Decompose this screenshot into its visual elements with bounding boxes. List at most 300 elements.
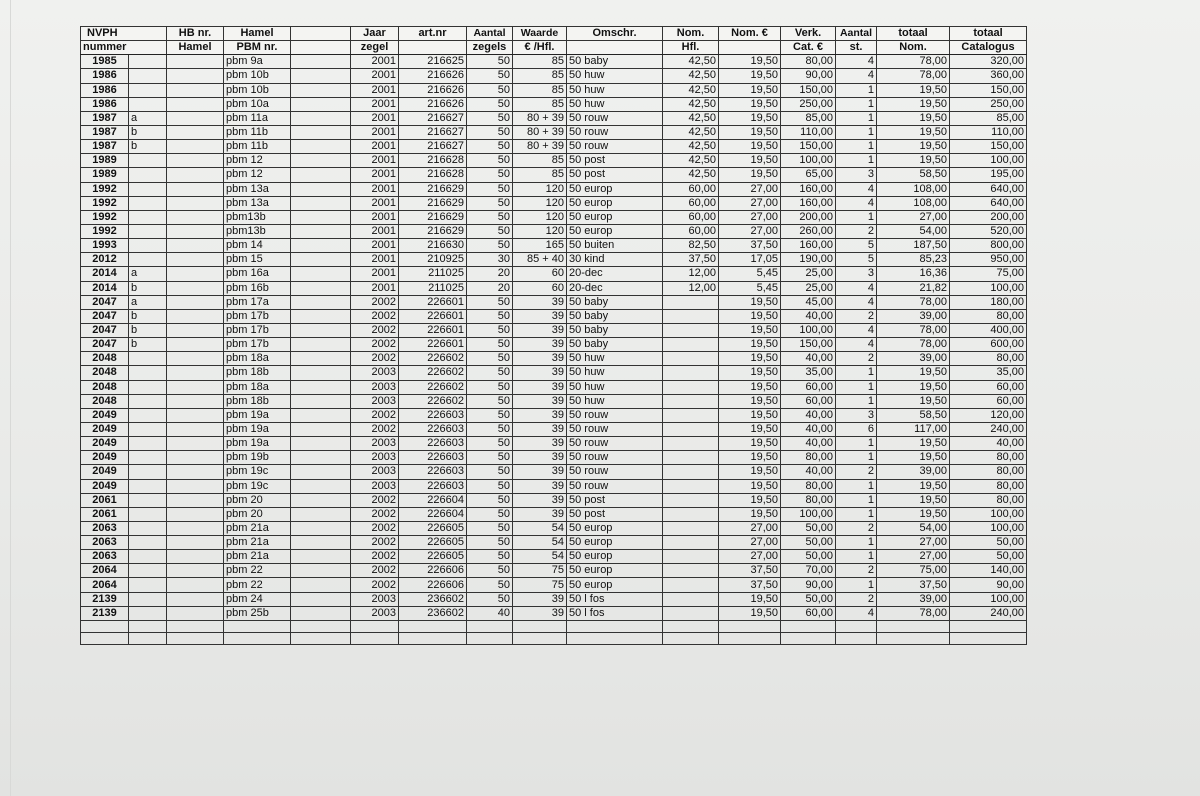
cell-pbm: pbm 17b: [224, 338, 291, 352]
cell-blank: [291, 606, 351, 620]
cell-totaal-cat: 100,00: [950, 521, 1027, 535]
cell-totaal-nom: 19,50: [877, 507, 950, 521]
cell-aantal-zegels: 50: [467, 323, 513, 337]
cell-hb: [167, 309, 224, 323]
table-row: [81, 564, 1027, 578]
cell-nom-hfl: 42,50: [663, 154, 719, 168]
cell-omschr: 50 europ: [567, 182, 663, 196]
cell-nom-eur: [719, 620, 781, 632]
cell-waarde: 39: [513, 408, 567, 422]
cell-pbm: pbm 9a: [224, 55, 291, 69]
cell-jaar: 2001: [351, 125, 399, 139]
cell-nvph: 2061: [81, 493, 129, 507]
cell-nom-eur: 19,50: [719, 97, 781, 111]
cell-nvph: 1993: [81, 239, 129, 253]
cell-totaal-cat: 90,00: [950, 578, 1027, 592]
header-nom-eur-2: [719, 41, 781, 55]
cell-hb: [167, 606, 224, 620]
cell-omschr: 50 baby: [567, 55, 663, 69]
cell-artnr: 226601: [399, 323, 467, 337]
cell-blank: [291, 507, 351, 521]
cell-nom-hfl: [663, 380, 719, 394]
cell-nvph: 1992: [81, 224, 129, 238]
cell-totaal-nom: 27,00: [877, 210, 950, 224]
cell-totaal-cat: 240,00: [950, 422, 1027, 436]
cell-pbm: pbm 16a: [224, 267, 291, 281]
cell-waarde: 39: [513, 309, 567, 323]
cell-waarde: 85 + 40: [513, 253, 567, 267]
cell-nom-hfl: [663, 493, 719, 507]
cell-nom-eur: 27,00: [719, 182, 781, 196]
header-art: art.nr: [399, 27, 467, 41]
cell-verk-cat: 45,00: [781, 295, 836, 309]
cell-suffix: [129, 224, 167, 238]
cell-aantal-zegels: 50: [467, 465, 513, 479]
cell-nom-eur: [719, 632, 781, 644]
cell-omschr: 50 huw: [567, 69, 663, 83]
cell-artnr: 226602: [399, 366, 467, 380]
cell-omschr: 50 rouw: [567, 111, 663, 125]
cell-aantal-zegels: 50: [467, 55, 513, 69]
cell-omschr: 20-dec: [567, 281, 663, 295]
cell-waarde: 120: [513, 210, 567, 224]
cell-jaar: 2003: [351, 394, 399, 408]
cell-blank: [291, 493, 351, 507]
table-row: [81, 224, 1027, 238]
cell-suffix: [129, 154, 167, 168]
cell-hb: [167, 97, 224, 111]
cell-omschr: 50 rouw: [567, 479, 663, 493]
cell-pbm: pbm 19a: [224, 422, 291, 436]
cell-totaal-cat: 35,00: [950, 366, 1027, 380]
cell-aantal-zegels: 50: [467, 408, 513, 422]
cell-jaar: 2003: [351, 366, 399, 380]
cell-pbm: pbm 21a: [224, 536, 291, 550]
cell-waarde: 85: [513, 154, 567, 168]
cell-jaar: 2003: [351, 465, 399, 479]
cell-artnr: 226605: [399, 521, 467, 535]
table-row: [81, 550, 1027, 564]
cell-artnr: 216628: [399, 168, 467, 182]
cell-waarde: 60: [513, 267, 567, 281]
cell-verk-cat: 60,00: [781, 606, 836, 620]
cell-hb: [167, 55, 224, 69]
cell-hb: [167, 620, 224, 632]
cell-verk-cat: 60,00: [781, 380, 836, 394]
cell-waarde: 54: [513, 550, 567, 564]
cell-artnr: 216629: [399, 182, 467, 196]
table-row: [81, 182, 1027, 196]
cell-nom-eur: 19,50: [719, 437, 781, 451]
cell-nom-hfl: [663, 632, 719, 644]
cell-jaar: 2003: [351, 437, 399, 451]
cell-omschr: 50 huw: [567, 83, 663, 97]
cell-nom-eur: 19,50: [719, 408, 781, 422]
cell-artnr: 226604: [399, 507, 467, 521]
cell-totaal-cat: [950, 620, 1027, 632]
cell-hb: [167, 352, 224, 366]
cell-verk-cat: 40,00: [781, 437, 836, 451]
cell-waarde: 120: [513, 224, 567, 238]
cell-hb: [167, 267, 224, 281]
cell-suffix: [129, 521, 167, 535]
header-totaal-nom: totaal: [877, 27, 950, 41]
cell-nom-hfl: 82,50: [663, 239, 719, 253]
cell-totaal-nom: 78,00: [877, 338, 950, 352]
cell-nvph: 2048: [81, 394, 129, 408]
cell-verk-cat: 100,00: [781, 154, 836, 168]
cell-aantal-zegels: 50: [467, 239, 513, 253]
cell-totaal-cat: 80,00: [950, 352, 1027, 366]
cell-blank: [291, 366, 351, 380]
cell-pbm: pbm 11b: [224, 140, 291, 154]
cell-hb: [167, 111, 224, 125]
cell-pbm: [224, 620, 291, 632]
cell-omschr: 50 l fos: [567, 592, 663, 606]
cell-jaar: 2001: [351, 182, 399, 196]
cell-blank: [291, 338, 351, 352]
cell-omschr: 50 europ: [567, 210, 663, 224]
cell-omschr: 50 huw: [567, 352, 663, 366]
cell-artnr: 226601: [399, 338, 467, 352]
cell-omschr: 50 europ: [567, 564, 663, 578]
cell-verk-cat: 110,00: [781, 125, 836, 139]
cell-verk-cat: 65,00: [781, 168, 836, 182]
cell-artnr: 226605: [399, 536, 467, 550]
cell-artnr: 226601: [399, 295, 467, 309]
cell-hb: [167, 536, 224, 550]
cell-nvph: 2139: [81, 592, 129, 606]
cell-nvph: 2064: [81, 578, 129, 592]
cell-omschr: 50 huw: [567, 366, 663, 380]
cell-artnr: 226602: [399, 394, 467, 408]
cell-jaar: 2002: [351, 408, 399, 422]
cell-aantal-st: 1: [836, 140, 877, 154]
cell-artnr: 226602: [399, 352, 467, 366]
cell-nvph: [81, 620, 129, 632]
cell-nvph: [81, 632, 129, 644]
cell-verk-cat: 260,00: [781, 224, 836, 238]
cell-hb: [167, 210, 224, 224]
cell-aantal-st: 1: [836, 451, 877, 465]
table-row: [81, 168, 1027, 182]
cell-nom-eur: 19,50: [719, 83, 781, 97]
cell-nvph: 2063: [81, 550, 129, 564]
cell-totaal-cat: 240,00: [950, 606, 1027, 620]
cell-nom-hfl: [663, 352, 719, 366]
table-row: [81, 521, 1027, 535]
cell-aantal-st: 3: [836, 408, 877, 422]
cell-nom-hfl: 42,50: [663, 111, 719, 125]
cell-blank: [291, 309, 351, 323]
cell-totaal-nom: 19,50: [877, 97, 950, 111]
cell-jaar: 2002: [351, 578, 399, 592]
header-zegel: zegel: [351, 41, 399, 55]
cell-pbm: pbm 12: [224, 168, 291, 182]
cell-verk-cat: 80,00: [781, 479, 836, 493]
cell-nom-hfl: 42,50: [663, 69, 719, 83]
cell-omschr: 50 europ: [567, 196, 663, 210]
header-eur-hfl: € /Hfl.: [513, 41, 567, 55]
cell-pbm: pbm 18a: [224, 380, 291, 394]
cell-pbm: pbm 20: [224, 493, 291, 507]
cell-suffix: [129, 352, 167, 366]
cell-blank: [291, 168, 351, 182]
table-row: [81, 422, 1027, 436]
cell-aantal-st: 1: [836, 437, 877, 451]
cell-suffix: [129, 69, 167, 83]
cell-blank: [291, 451, 351, 465]
cell-nom-hfl: [663, 550, 719, 564]
cell-totaal-cat: 60,00: [950, 380, 1027, 394]
cell-aantal-st: 4: [836, 55, 877, 69]
cell-suffix: a: [129, 111, 167, 125]
cell-artnr: 216627: [399, 125, 467, 139]
cell-pbm: pbm 15: [224, 253, 291, 267]
cell-suffix: [129, 550, 167, 564]
cell-artnr: 216626: [399, 83, 467, 97]
cell-totaal-nom: [877, 632, 950, 644]
cell-pbm: pbm 19a: [224, 437, 291, 451]
cell-omschr: 50 rouw: [567, 125, 663, 139]
header-nom-hfl: Nom.: [663, 27, 719, 41]
cell-aantal-st: 2: [836, 224, 877, 238]
cell-aantal-zegels: 50: [467, 154, 513, 168]
cell-aantal-zegels: 50: [467, 451, 513, 465]
cell-blank: [291, 437, 351, 451]
cell-verk-cat: 80,00: [781, 55, 836, 69]
cell-jaar: [351, 620, 399, 632]
cell-waarde: [513, 632, 567, 644]
cell-aantal-zegels: 20: [467, 267, 513, 281]
cell-artnr: 226603: [399, 451, 467, 465]
table-row: [81, 408, 1027, 422]
cell-nom-hfl: [663, 338, 719, 352]
cell-blank: [291, 295, 351, 309]
table-row: [81, 606, 1027, 620]
cell-verk-cat: 50,00: [781, 592, 836, 606]
cell-pbm: [224, 632, 291, 644]
cell-nom-hfl: [663, 422, 719, 436]
cell-aantal-st: 6: [836, 422, 877, 436]
cell-nom-eur: 19,50: [719, 380, 781, 394]
cell-nom-hfl: [663, 620, 719, 632]
table-row: [81, 210, 1027, 224]
cell-aantal-zegels: 50: [467, 309, 513, 323]
cell-waarde: 39: [513, 507, 567, 521]
cell-hb: [167, 239, 224, 253]
cell-nom-hfl: 42,50: [663, 55, 719, 69]
cell-nom-hfl: [663, 536, 719, 550]
cell-artnr: 216630: [399, 239, 467, 253]
cell-nvph: 2049: [81, 408, 129, 422]
cell-jaar: 2002: [351, 422, 399, 436]
cell-hb: [167, 196, 224, 210]
cell-verk-cat: 90,00: [781, 69, 836, 83]
cell-nom-eur: 19,50: [719, 592, 781, 606]
cell-totaal-cat: 80,00: [950, 451, 1027, 465]
cell-waarde: [513, 620, 567, 632]
cell-jaar: 2002: [351, 550, 399, 564]
cell-blank: [291, 253, 351, 267]
cell-artnr: 226605: [399, 550, 467, 564]
cell-nom-hfl: 60,00: [663, 224, 719, 238]
stamp-inventory-table: [80, 26, 1027, 645]
cell-waarde: 39: [513, 352, 567, 366]
header-nummer: nummer: [81, 41, 167, 55]
cell-pbm: pbm 22: [224, 578, 291, 592]
cell-suffix: [129, 606, 167, 620]
cell-jaar: 2003: [351, 606, 399, 620]
cell-verk-cat: 40,00: [781, 465, 836, 479]
cell-hb: [167, 338, 224, 352]
cell-aantal-st: 1: [836, 550, 877, 564]
cell-nvph: 1986: [81, 83, 129, 97]
cell-aantal-st: 1: [836, 366, 877, 380]
cell-aantal-st: 1: [836, 111, 877, 125]
cell-verk-cat: 25,00: [781, 267, 836, 281]
cell-artnr: 210925: [399, 253, 467, 267]
cell-omschr: 50 rouw: [567, 465, 663, 479]
cell-nom-hfl: [663, 295, 719, 309]
cell-aantal-st: 1: [836, 507, 877, 521]
cell-aantal-st: 4: [836, 338, 877, 352]
table-row: [81, 97, 1027, 111]
cell-blank: [291, 111, 351, 125]
cell-verk-cat: 150,00: [781, 83, 836, 97]
cell-jaar: 2001: [351, 267, 399, 281]
cell-waarde: 165: [513, 239, 567, 253]
table-row: [81, 451, 1027, 465]
cell-aantal-zegels: 50: [467, 125, 513, 139]
cell-pbm: pbm 18a: [224, 352, 291, 366]
cell-pbm: pbm 19c: [224, 479, 291, 493]
cell-nvph: 2063: [81, 521, 129, 535]
cell-jaar: 2002: [351, 295, 399, 309]
cell-totaal-cat: 110,00: [950, 125, 1027, 139]
cell-pbm: pbm 18b: [224, 394, 291, 408]
cell-hb: [167, 578, 224, 592]
cell-jaar: 2002: [351, 323, 399, 337]
cell-nom-hfl: [663, 606, 719, 620]
cell-waarde: 39: [513, 295, 567, 309]
cell-jaar: 2001: [351, 97, 399, 111]
cell-artnr: 226606: [399, 578, 467, 592]
cell-nom-hfl: 60,00: [663, 182, 719, 196]
cell-jaar: 2003: [351, 592, 399, 606]
cell-suffix: [129, 366, 167, 380]
cell-pbm: pbm 13a: [224, 182, 291, 196]
cell-omschr: 50 baby: [567, 309, 663, 323]
cell-aantal-zegels: 50: [467, 422, 513, 436]
cell-nom-hfl: 12,00: [663, 267, 719, 281]
cell-jaar: 2003: [351, 479, 399, 493]
table-row: [81, 323, 1027, 337]
header-hb: HB nr.: [167, 27, 224, 41]
cell-suffix: [129, 451, 167, 465]
cell-suffix: [129, 380, 167, 394]
cell-nvph: 1992: [81, 196, 129, 210]
cell-nom-hfl: [663, 408, 719, 422]
cell-waarde: 54: [513, 536, 567, 550]
header-hb-hamel: Hamel: [167, 41, 224, 55]
cell-artnr: 216626: [399, 69, 467, 83]
header-totaal-cat: totaal: [950, 27, 1027, 41]
cell-totaal-nom: 117,00: [877, 422, 950, 436]
cell-aantal-st: 5: [836, 239, 877, 253]
cell-jaar: 2001: [351, 69, 399, 83]
cell-hb: [167, 168, 224, 182]
cell-waarde: 75: [513, 564, 567, 578]
cell-nom-hfl: 42,50: [663, 140, 719, 154]
header-omschr: Omschr.: [567, 27, 663, 41]
cell-verk-cat: 160,00: [781, 182, 836, 196]
cell-totaal-nom: 19,50: [877, 451, 950, 465]
cell-omschr: 50 huw: [567, 394, 663, 408]
cell-waarde: 120: [513, 196, 567, 210]
cell-totaal-nom: 78,00: [877, 323, 950, 337]
cell-nom-eur: 19,50: [719, 295, 781, 309]
cell-suffix: b: [129, 309, 167, 323]
cell-suffix: [129, 536, 167, 550]
cell-aantal-st: 2: [836, 465, 877, 479]
cell-artnr: 226604: [399, 493, 467, 507]
cell-totaal-nom: 78,00: [877, 295, 950, 309]
cell-verk-cat: 250,00: [781, 97, 836, 111]
cell-artnr: 226606: [399, 564, 467, 578]
cell-nom-eur: 37,50: [719, 239, 781, 253]
cell-suffix: [129, 564, 167, 578]
cell-suffix: [129, 493, 167, 507]
cell-verk-cat: 50,00: [781, 550, 836, 564]
cell-aantal-st: 2: [836, 564, 877, 578]
cell-nom-eur: 19,50: [719, 323, 781, 337]
cell-totaal-cat: 100,00: [950, 154, 1027, 168]
cell-totaal-cat: 100,00: [950, 592, 1027, 606]
cell-omschr: 50 huw: [567, 97, 663, 111]
cell-verk-cat: [781, 620, 836, 632]
cell-waarde: 39: [513, 606, 567, 620]
cell-aantal-st: 1: [836, 493, 877, 507]
table-row: [81, 309, 1027, 323]
cell-artnr: 216629: [399, 224, 467, 238]
cell-totaal-nom: 19,50: [877, 125, 950, 139]
cell-omschr: 50 europ: [567, 550, 663, 564]
cell-jaar: 2001: [351, 196, 399, 210]
cell-nom-hfl: [663, 451, 719, 465]
cell-totaal-nom: 54,00: [877, 521, 950, 535]
cell-verk-cat: 40,00: [781, 352, 836, 366]
cell-nom-hfl: [663, 521, 719, 535]
cell-totaal-cat: 520,00: [950, 224, 1027, 238]
cell-aantal-st: 1: [836, 125, 877, 139]
cell-nom-hfl: [663, 578, 719, 592]
cell-nom-eur: 19,50: [719, 606, 781, 620]
cell-waarde: 39: [513, 422, 567, 436]
cell-aantal-st: 4: [836, 295, 877, 309]
cell-nom-hfl: 42,50: [663, 97, 719, 111]
table-row: [81, 352, 1027, 366]
cell-artnr: 226603: [399, 479, 467, 493]
cell-jaar: 2002: [351, 507, 399, 521]
cell-aantal-st: 1: [836, 154, 877, 168]
cell-blank: [291, 632, 351, 644]
cell-blank: [291, 55, 351, 69]
cell-verk-cat: 150,00: [781, 140, 836, 154]
cell-omschr: 50 rouw: [567, 408, 663, 422]
cell-suffix: [129, 210, 167, 224]
cell-totaal-nom: 54,00: [877, 224, 950, 238]
